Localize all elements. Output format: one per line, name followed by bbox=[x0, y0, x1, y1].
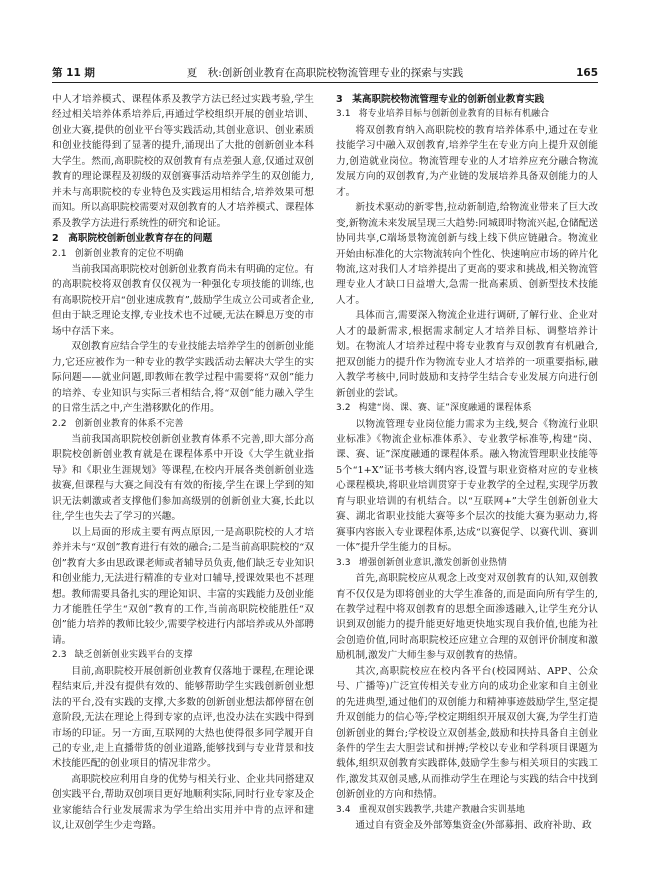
subsection-title: 构建“岗、课、赛、证”深度融通的课程体系 bbox=[358, 403, 532, 414]
section-heading: 2 高职院校创新创业教育存在的问题 bbox=[52, 233, 213, 245]
subsection-number: 2.1 bbox=[52, 248, 67, 259]
subsection-heading bbox=[52, 417, 314, 432]
subsection-title: 创新创业教育的定位不明确 bbox=[74, 248, 184, 259]
subsection-number: 2.2 bbox=[52, 418, 67, 429]
body-paragraph: 新技术驱动的新零售,拉动新制造,给物流业带来了巨大改变,新物流未来发展呈现三大趋势:同城即时物流兴起,仓储配送协同共享,C端场景物流创新与线上线下供应链融合。物流业开始由标准化的大宗物流转向个性化、快速响应市场的碎片化物流,这对我们人才培养提出了更高的要求和挑战,相关物流管理专业人才缺口日益增大,急需一批高素质、创新型技术技能人才。 bbox=[336, 202, 598, 306]
body-paragraph: 具体而言,需要深入物流企业进行调研,了解行业、企业对人才的最新需求,根据需求制定人才培养目标、调整培养计划。在物流人才培养过程中将专业教育与双创教育有机融合,把双创能力的提升作为物流专业人才培养的一项重要指标,融入教学考核中,同时鼓励和支持学生结合专业发展方向进行创新创业的尝试。 bbox=[336, 310, 598, 399]
body-paragraph: 首先,高职院校应从观念上改变对双创教育的认知,双创教育不仅仅是为即将创业的大学生准备的,而是面向所有学生的,在教学过程中将双创教育的思想全面渗透融入,让学生充分认识到双创能力的提升能更好地更快地实现自我价值,也能为社会创造价值,同时高职院校还应建立合理的双创评价制度和激励机制,激发广大师生参与双创教育的热情。 bbox=[336, 573, 598, 662]
running-header bbox=[52, 64, 598, 83]
subsection-heading bbox=[336, 401, 598, 416]
subsection-number: 3.2 bbox=[336, 403, 351, 414]
subsection-number: 2.3 bbox=[52, 650, 67, 661]
body-paragraph: 其次,高职院校应在校内各平台(校园网站、APP、公众号、广播等)广泛宣传相关专业方向的成功企业家和自主创业的先进典型,通过他们的双创能力和精神事迹鼓励学生,坚定提升双创能力的信心等;学校定期组织开展双创大赛,为学生打造创新创业的舞台;学校设立双创基金,鼓励和扶持具备自主创业条件的学生去大胆尝试和拼搏;学校以专业和学科项目课题为载体,组织双创教育实践群体,鼓励学生参与相关项目的实践工作,激发其双创灵感,从而推动学生在理论与实践的结合中找到创新创业的方向和热情。 bbox=[336, 665, 598, 801]
subsection-number: 3.3 bbox=[336, 557, 351, 568]
body-paragraph: 以物流管理专业岗位能力需求为主线,契合《物流行业职业标准》《物流企业标准体系》、专业教学标准等,构建“岗、课、赛、证”深度融通的课程体系。融入物流管理职业技能等5个“1+X”证书考核大纲内容,设置与职业资格对应的专业核心课程模块,将职业培训贯穿于专业教学的全过程,实现学历教育与职业培训的有机结合。以“互联网+”大学生创新创业大赛、湖北省职业技能大赛等多个层次的技能大赛为驱动力,将赛事内容嵌入专业课程体系,达成“以赛促学、以赛代训、赛训一体”提升学生能力的目标。 bbox=[336, 418, 598, 554]
right-column bbox=[336, 92, 598, 862]
body-paragraph: 以上局面的形成主要有两点原因,一是高职院校的人才培养并未与“双创”教育进行有效的融合;二是当前高职院校的“双创”教育大多由思政课老师或者辅导员负责,他们缺乏专业知识和创业能力,无法进行精准的专业对口辅导,授课效果也不甚理想。教师需要具备扎实的理论知识、丰富的实践能力及创业能力才能胜任学生“双创”教育的工作,当前高职院校能胜任“双创”能力培养的教师比较少,需要学校进行内部培养或从外部聘请。 bbox=[52, 526, 314, 646]
page-number: 165 bbox=[576, 67, 598, 79]
subsection-title: 缺乏创新创业实践平台的支撑 bbox=[74, 650, 193, 661]
subsection-title: 将专业培养目标与创新创业教育的目标有机融合 bbox=[358, 109, 550, 120]
body-paragraph: 目前,高职院校开展创新创业教育仅落地于课程,在理论课程结束后,并没有提供有效的、能够帮助学生实践创新创业想法的平台,没有实践的支撑,大多数的创新创业想法都停留在创意阶段,无法在理论上得到专家的点评,也没办法在实践中得到市场的印证。另一方面,互联网的大热也使得很多同学履开自己的专业,走上直播带货的创业道路,能够找到与专业背景和技术技能匹配的创业项目的情况非常少。 bbox=[52, 665, 314, 770]
body-paragraph: 中人才培养模式、课程体系及教学方法已经过实践考验,学生经过相关培养体系培养后,再通过学校组织开展的创业培训、创业大赛,提供的创业平台等实践活动,其创业意识、创业素质和创业技能得到了显著的提升,涌现出了大批的创新创业本科大学生。然而,高职院校的双创教育有点差强人意,仅通过双创教育的理论课程及初级的双创赛事活动培养学生的双创能力,并未与高职院校的专业特色及实践运用相结合,培养效果可想而知。所以高职院校需要对双创教育的人才培养模式、课程体系及教学方法进行系统性的研究和论证。 bbox=[52, 94, 314, 229]
subsection-number: 3.4 bbox=[336, 804, 351, 815]
body-paragraph: 将双创教育纳入高职院校的教育培养体系中,通过在专业技能学习中融入双创教育,培养学生在专业方向上提升双创能力,创造就业岗位。物流管理专业的人才培养应充分融合物流发展方向的双创教育,为产业链的发展培养具备双创能力的人才。 bbox=[336, 124, 598, 198]
left-column bbox=[52, 92, 314, 862]
subsection-heading bbox=[52, 247, 314, 262]
subsection-heading bbox=[336, 556, 598, 571]
body-paragraph: 高职院校应利用自身的优势与相关行业、企业共同搭建双创实践平台,帮助双创项目更好地顺利实际,同时行业专家及企业家能结合行业发展需求为学生给出实用并中肯的点评和建议,让双创学生少走弯路。 bbox=[52, 773, 314, 832]
section-heading: 3 某高职院校物流管理专业的创新创业教育实践 bbox=[336, 94, 545, 105]
subsection-title: 创新创业教育的体系不完善 bbox=[74, 418, 184, 429]
subsection-heading bbox=[52, 648, 314, 663]
subsection-heading bbox=[336, 803, 598, 818]
subsection-title: 增强创新创业意识,激发创新创业热情 bbox=[358, 557, 507, 568]
running-title: 夏 秋:创新创业教育在高职院校物流管理专业的探索与实践 bbox=[186, 67, 464, 79]
body-paragraph: 双创教育应结合学生的专业技能去培养学生的创新创业能力,它还应被作为一种专业的教学实践活动去解决大学生的实际问题——就业问题,即教师在教学过程中需要将“双创”能力的培养、专业知识与实际三者相结合,将“双创”能力融入学生的日常生活之中,产生潜移默化的作用。 bbox=[52, 341, 314, 415]
subsection-number: 3.1 bbox=[336, 109, 351, 120]
issue-number: 第 11 期 bbox=[52, 67, 95, 79]
subsection-heading bbox=[336, 107, 598, 122]
subsection-title: 重视双创实践教学,共建产教融合实训基地 bbox=[358, 804, 526, 815]
body-paragraph: 当前我国高职院校对创新创业教育尚未有明确的定位。有的高职院校将双创教育仅仅视为一种强化专项技能的训练,也有高职院校开启“创业速成教育”,鼓励学生成立公司或者企业,但由于缺乏理论支撑,专业技术也不过硬,无法在瞬息万变的市场中存活下来。 bbox=[52, 263, 314, 337]
body-paragraph: 通过自有资金及外部筹集资金(外部募捐、政府补助、政 bbox=[355, 820, 592, 832]
body-paragraph: 当前我国高职院校创新创业教育体系不完善,即大部分高职院校创新创业教育就是在课程体系中开设《大学生就业指导》和《职业生涯规划》等课程,在校内开展各类创新创业选拔赛,但课程与大赛之间没有有效的衔接,学生在课上学到的知识无法刺激或者支撑他们参加高级别的创新创业大赛,长此以往,学生也失去了学习的兴趣。 bbox=[52, 433, 314, 523]
